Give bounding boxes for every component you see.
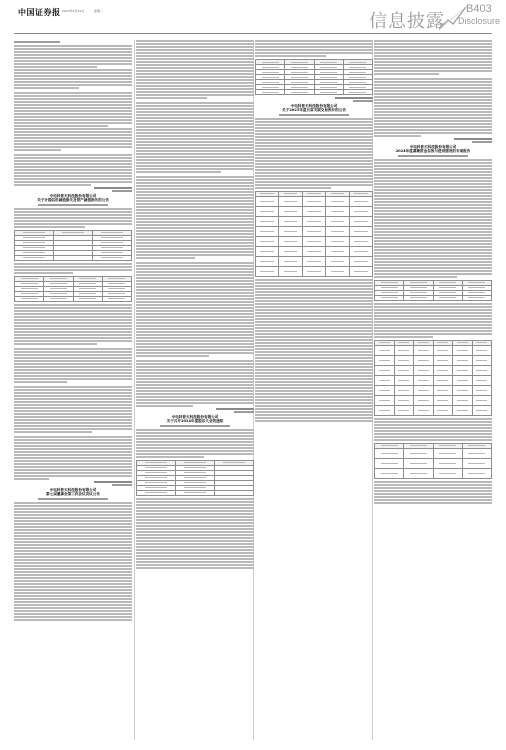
data-table: [14, 276, 132, 302]
text-block: [374, 40, 492, 137]
signature-date: [112, 190, 132, 192]
signature-line: [216, 408, 254, 410]
page-number: B403: [466, 3, 492, 15]
data-table: [374, 443, 492, 479]
data-table: [14, 230, 132, 261]
masthead: [0, 0, 506, 34]
masthead-rule: [14, 33, 492, 34]
text-block: [374, 418, 492, 441]
announcement-heading: [136, 415, 254, 424]
signature-line: [454, 138, 492, 140]
column-3: [255, 40, 373, 740]
announcement-title: 关于2025年度日常关联交易预计的公告: [282, 108, 346, 113]
signature-line: [335, 97, 373, 99]
announcement-title: 关于召开2024年度股东大会的通知: [166, 419, 224, 424]
text-block: [255, 118, 373, 189]
text-block: [374, 481, 492, 504]
section-title: 信息披露: [369, 11, 445, 32]
text-block: [136, 429, 254, 458]
text-block: [14, 304, 132, 480]
text-block: [136, 40, 254, 407]
column-1: [14, 40, 132, 740]
signature-line: [94, 187, 132, 189]
data-table: [374, 340, 492, 416]
text-block: [136, 498, 254, 569]
data-table: [255, 191, 373, 277]
text-block: [14, 45, 132, 186]
text-block: [255, 40, 373, 57]
announcement-subhead: [160, 425, 230, 427]
signature-date: [472, 141, 492, 143]
newspaper-brand: 中国证券报: [18, 7, 61, 17]
announcement-title: 2024年度募集资金存放与使用情况的专项报告: [395, 149, 471, 154]
announcement-company: 中电科普天科技股份有限公司: [409, 145, 457, 149]
announcement-heading: [14, 194, 132, 203]
announcement-company: 中电科普天科技股份有限公司: [49, 194, 97, 198]
text-block: [14, 263, 132, 274]
text-block: [374, 303, 492, 338]
data-table: [136, 460, 254, 496]
signature-date: [234, 411, 254, 413]
issue-weekday: 星期二: [94, 9, 104, 13]
column-divider: [134, 40, 135, 740]
announcement-subhead: [38, 498, 108, 500]
announcement-heading: [14, 488, 132, 497]
data-table: [374, 280, 492, 301]
signature-date: [353, 100, 373, 102]
data-table: [255, 59, 373, 95]
announcement-subhead: [398, 155, 468, 157]
announcement-company: 中电科普天科技股份有限公司: [49, 487, 97, 492]
text-block: [14, 502, 132, 621]
issue-date: 2025年4月29日: [62, 9, 85, 13]
announcement-company: 中电科普天科技股份有限公司: [290, 104, 338, 108]
signature-line: [94, 481, 132, 483]
column-2: [136, 40, 254, 740]
announcement-company: 中电科普天科技股份有限公司: [171, 415, 219, 419]
text-block: [14, 208, 132, 228]
announcement-heading: [374, 145, 492, 154]
announcement-title: 关于计提信用减值损失及资产减值损失的公告: [37, 198, 109, 203]
signature-date: [112, 484, 132, 486]
text-block: [255, 279, 373, 422]
section-title-english: Disclosure: [458, 16, 501, 26]
announcement-subhead: [279, 114, 349, 116]
announcement-heading: [255, 104, 373, 113]
announcement-title: 第七届董事会第三次会议决议公告: [46, 492, 100, 497]
text-block: [374, 159, 492, 278]
announcement-subhead: [38, 204, 108, 206]
announcement-number: [14, 41, 60, 43]
column-4: [374, 40, 492, 740]
